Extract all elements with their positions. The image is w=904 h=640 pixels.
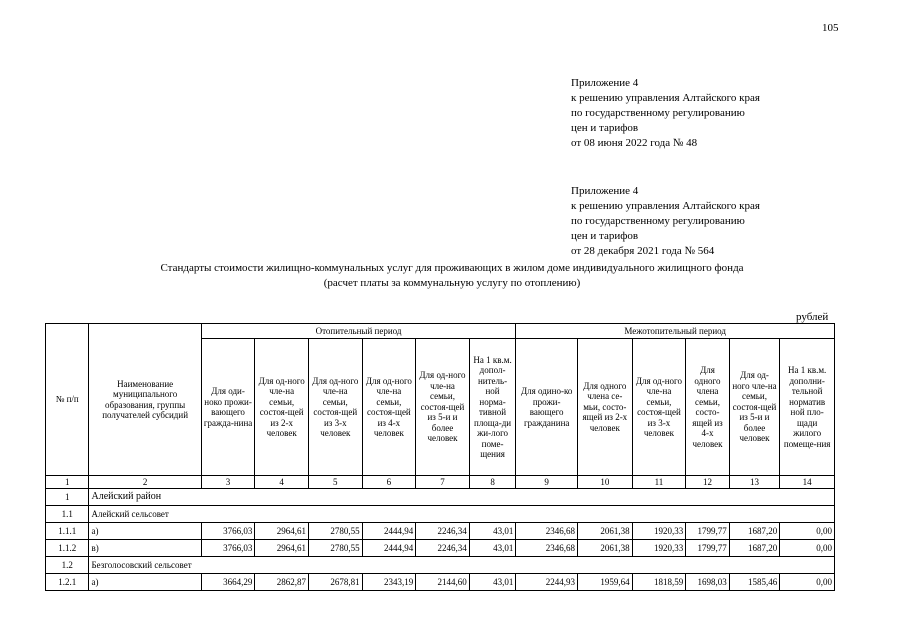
header-interheating-col: Для одного члена се-мьи, состо-ящей из 2-х человек xyxy=(578,339,633,476)
header-heating-col: Для оди-ноко прожи-вающего гражда-нина xyxy=(201,339,255,476)
currency-unit: рублей xyxy=(796,311,829,323)
value-cell: 1920,33 xyxy=(632,540,686,557)
header-interheating-period: Межотопительный период xyxy=(516,324,835,339)
appendix-note-previous xyxy=(571,184,760,259)
value-cell: 0,00 xyxy=(780,540,835,557)
settlement-code: 1.1 xyxy=(46,506,89,523)
appendix-line: к решению управления Алтайского края xyxy=(571,200,760,212)
value-cell: 2964,61 xyxy=(255,523,309,540)
district-name: Алейский район xyxy=(89,489,835,506)
settlement-row xyxy=(46,557,835,574)
column-number: 13 xyxy=(729,476,780,489)
value-cell: 0,00 xyxy=(780,574,835,591)
settlement-name: Безголосовский сельсовет xyxy=(89,557,835,574)
appendix-line: Приложение 4 xyxy=(571,77,639,89)
value-cell: 2246,34 xyxy=(416,540,470,557)
column-number: 7 xyxy=(416,476,470,489)
value-cell: 2246,34 xyxy=(416,523,470,540)
table-row xyxy=(46,540,835,557)
header-heating-col: Для од-ного чле-на семьи, состоя-щей из 4-х человек xyxy=(362,339,416,476)
value-cell: 3664,29 xyxy=(201,574,255,591)
row-code: 1.1.2 xyxy=(46,540,89,557)
column-number: 8 xyxy=(469,476,516,489)
value-cell: 2244,93 xyxy=(516,574,578,591)
value-cell: 3766,03 xyxy=(201,523,255,540)
value-cell: 2346,68 xyxy=(516,540,578,557)
column-number: 4 xyxy=(255,476,309,489)
value-cell: 43,01 xyxy=(469,540,516,557)
column-number: 11 xyxy=(632,476,686,489)
value-cell: 1959,64 xyxy=(578,574,633,591)
appendix-line: по государственному регулированию xyxy=(571,107,745,119)
value-cell: 2862,87 xyxy=(255,574,309,591)
column-number: 1 xyxy=(46,476,89,489)
header-heating-col: Для од-ного чле-на семьи, состоя-щей из 3-х человек xyxy=(308,339,362,476)
column-number: 14 xyxy=(780,476,835,489)
column-number: 10 xyxy=(578,476,633,489)
value-cell: 1687,20 xyxy=(729,523,780,540)
value-cell: 2061,38 xyxy=(578,540,633,557)
appendix-line: Приложение 4 xyxy=(571,185,639,197)
table-row xyxy=(46,523,835,540)
header-interheating-col: Для одино-ко прожи-вающего гражданина xyxy=(516,339,578,476)
value-cell: 2964,61 xyxy=(255,540,309,557)
value-cell: 2780,55 xyxy=(308,523,362,540)
column-number-row xyxy=(46,476,835,489)
value-cell: 1698,03 xyxy=(686,574,729,591)
value-cell: 2343,19 xyxy=(362,574,416,591)
appendix-line: цен и тарифов xyxy=(571,230,639,242)
header-row-number: № п/п xyxy=(46,324,89,476)
value-cell: 1799,77 xyxy=(686,540,729,557)
value-cell: 1585,46 xyxy=(729,574,780,591)
row-label: а) xyxy=(89,523,201,540)
column-number: 3 xyxy=(201,476,255,489)
column-number: 12 xyxy=(686,476,729,489)
appendix-line: цен и тарифов xyxy=(571,122,639,134)
settlement-row xyxy=(46,506,835,523)
appendix-line: от 08 июня 2022 года № 48 xyxy=(571,137,698,149)
row-code: 1.1.1 xyxy=(46,523,89,540)
value-cell: 43,01 xyxy=(469,574,516,591)
page-number: 105 xyxy=(822,22,839,34)
header-heating-period: Отопительный период xyxy=(201,324,516,339)
header-interheating-col: Для од-ного чле-на семьи, состоя-щей из 5-и и более человек xyxy=(729,339,780,476)
value-cell: 3766,03 xyxy=(201,540,255,557)
value-cell: 1687,20 xyxy=(729,540,780,557)
value-cell: 1799,77 xyxy=(686,523,729,540)
value-cell: 2061,38 xyxy=(578,523,633,540)
document-title-line1: Стандарты стоимости жилищно-коммунальных услуг для проживающих в жилом доме индивидуального жилищного фонда xyxy=(160,262,744,274)
value-cell: 0,00 xyxy=(780,523,835,540)
value-cell: 2346,68 xyxy=(516,523,578,540)
column-number: 6 xyxy=(362,476,416,489)
value-cell: 2144,60 xyxy=(416,574,470,591)
header-interheating-col: Для одного члена семьи, состо-ящей из 4-х человек xyxy=(686,339,729,476)
header-municipality: Наименование муниципального образования, группы получателей субсидий xyxy=(89,324,201,476)
appendix-line: от 28 декабря 2021 года № 564 xyxy=(571,245,715,257)
value-cell: 2780,55 xyxy=(308,540,362,557)
value-cell: 1920,33 xyxy=(632,523,686,540)
appendix-note-current xyxy=(571,76,760,151)
appendix-line: к решению управления Алтайского края xyxy=(571,92,760,104)
value-cell: 43,01 xyxy=(469,523,516,540)
header-heating-col: Для од-ного чле-на семьи, состоя-щей из 2-х человек xyxy=(255,339,309,476)
row-label: в) xyxy=(89,540,201,557)
value-cell: 2444,94 xyxy=(362,540,416,557)
district-row xyxy=(46,489,835,506)
header-heating-col: На 1 кв.м. допол-нитель-ной норма-тивной площа-ди жи-лого поме-щения xyxy=(469,339,516,476)
header-interheating-col: Для од-ного чле-на семьи, состоя-щей из 3-х человек xyxy=(632,339,686,476)
value-cell: 1818,59 xyxy=(632,574,686,591)
table-row xyxy=(46,574,835,591)
header-interheating-col: На 1 кв.м. дополни-тельной норматив ной пло-щади жилого помеще-ния xyxy=(780,339,835,476)
header-heating-col: Для од-ного чле-на семьи, состоя-щей из 5-и и более человек xyxy=(416,339,470,476)
value-cell: 2678,81 xyxy=(308,574,362,591)
column-number: 2 xyxy=(89,476,201,489)
settlement-code: 1.2 xyxy=(46,557,89,574)
row-code: 1.2.1 xyxy=(46,574,89,591)
settlement-name: Алейский сельсовет xyxy=(89,506,835,523)
column-number: 5 xyxy=(308,476,362,489)
appendix-line: по государственному регулированию xyxy=(571,215,745,227)
column-number: 9 xyxy=(516,476,578,489)
document-title-line2: (расчет платы за коммунальную услугу по отоплению) xyxy=(323,277,581,289)
tariff-table xyxy=(45,323,835,591)
row-label: а) xyxy=(89,574,201,591)
document-title xyxy=(0,261,904,291)
value-cell: 2444,94 xyxy=(362,523,416,540)
district-code: 1 xyxy=(46,489,89,506)
